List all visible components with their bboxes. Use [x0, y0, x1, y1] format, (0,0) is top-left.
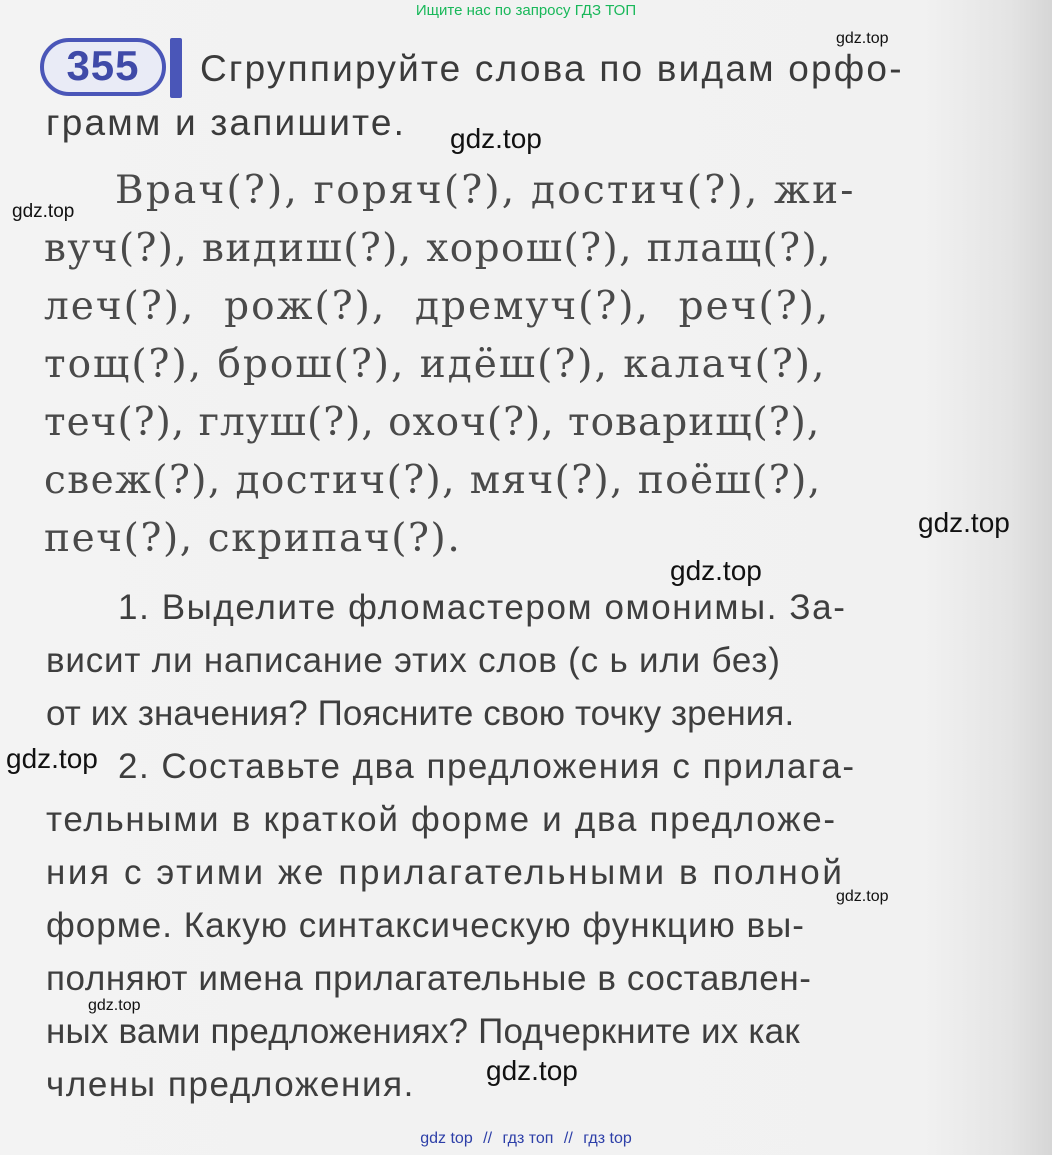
watermark: gdz.top	[88, 997, 141, 1014]
word-line-5: теч(?), глуш(?), охоч(?), товарищ(?),	[44, 400, 821, 445]
word-line-2: вуч(?), видиш(?), хорош(?), плащ(?),	[44, 226, 832, 271]
exercise-line-2: висит ли написание этих слов (с ь или без)	[46, 641, 781, 680]
watermark: gdz.top	[486, 1055, 578, 1086]
footer-links	[0, 1130, 1052, 1148]
word-line-1: Врач(?), горяч(?), достич(?), жи-	[115, 168, 856, 213]
exercise-line-5: тельными в краткой форме и два предложе-	[46, 800, 837, 839]
exercise-line-7: форме. Какую синтаксическую функцию вы-	[46, 906, 805, 945]
watermark: gdz.top	[836, 30, 889, 47]
footer-separator: //	[563, 1130, 573, 1147]
footer-link-gdz-top[interactable]: gdz top	[420, 1130, 473, 1147]
watermark: gdz.top	[12, 201, 75, 222]
watermark: gdz.top	[670, 555, 762, 586]
word-line-4: тощ(?), брош(?), идёш(?), калач(?),	[44, 342, 827, 387]
watermark: gdz.top	[6, 743, 98, 774]
watermark: gdz.top	[918, 507, 1010, 538]
exercise-line-3: от их значения? Поясните свою точку зрения.	[46, 694, 795, 733]
exercise-line-1: 1. Выделите фломастером омонимы. За-	[118, 588, 847, 627]
exercise-line-10: члены предложения.	[46, 1065, 415, 1104]
top-search-banner[interactable]: Ищите нас по запросу ГДЗ ТОП	[415, 2, 637, 19]
badge-bar	[170, 38, 182, 98]
footer-separator: //	[483, 1130, 493, 1147]
exercise-number: 355	[66, 42, 140, 89]
word-line-7: печ(?), скрипач(?).	[44, 516, 462, 561]
watermark: gdz.top	[836, 888, 889, 905]
exercise-line-4: 2. Составьте два предложения с прилага-	[118, 747, 856, 786]
exercise-line-6: ния с этими же прилагательными в полной	[46, 853, 845, 892]
exercise-line-8: полняют имена прилагательные в составлен-	[46, 959, 812, 998]
footer-link-gdz-top-ru[interactable]: гдз топ	[502, 1130, 554, 1147]
task-line-1: Сгруппируйте слова по видам орфо-	[200, 48, 904, 89]
word-line-3: леч(?), рож(?), дремуч(?), реч(?),	[44, 284, 831, 329]
exercise-number-badge	[40, 38, 182, 98]
task-line-2: грамм и запишите.	[46, 102, 407, 143]
watermark: gdz.top	[450, 123, 542, 154]
exercise-line-9: ных вами предложениях? Подчеркните их как	[46, 1012, 800, 1051]
word-line-6: свеж(?), достич(?), мяч(?), поёш(?),	[44, 458, 822, 503]
footer-link-gdz-top-mixed[interactable]: гдз top	[583, 1130, 632, 1147]
